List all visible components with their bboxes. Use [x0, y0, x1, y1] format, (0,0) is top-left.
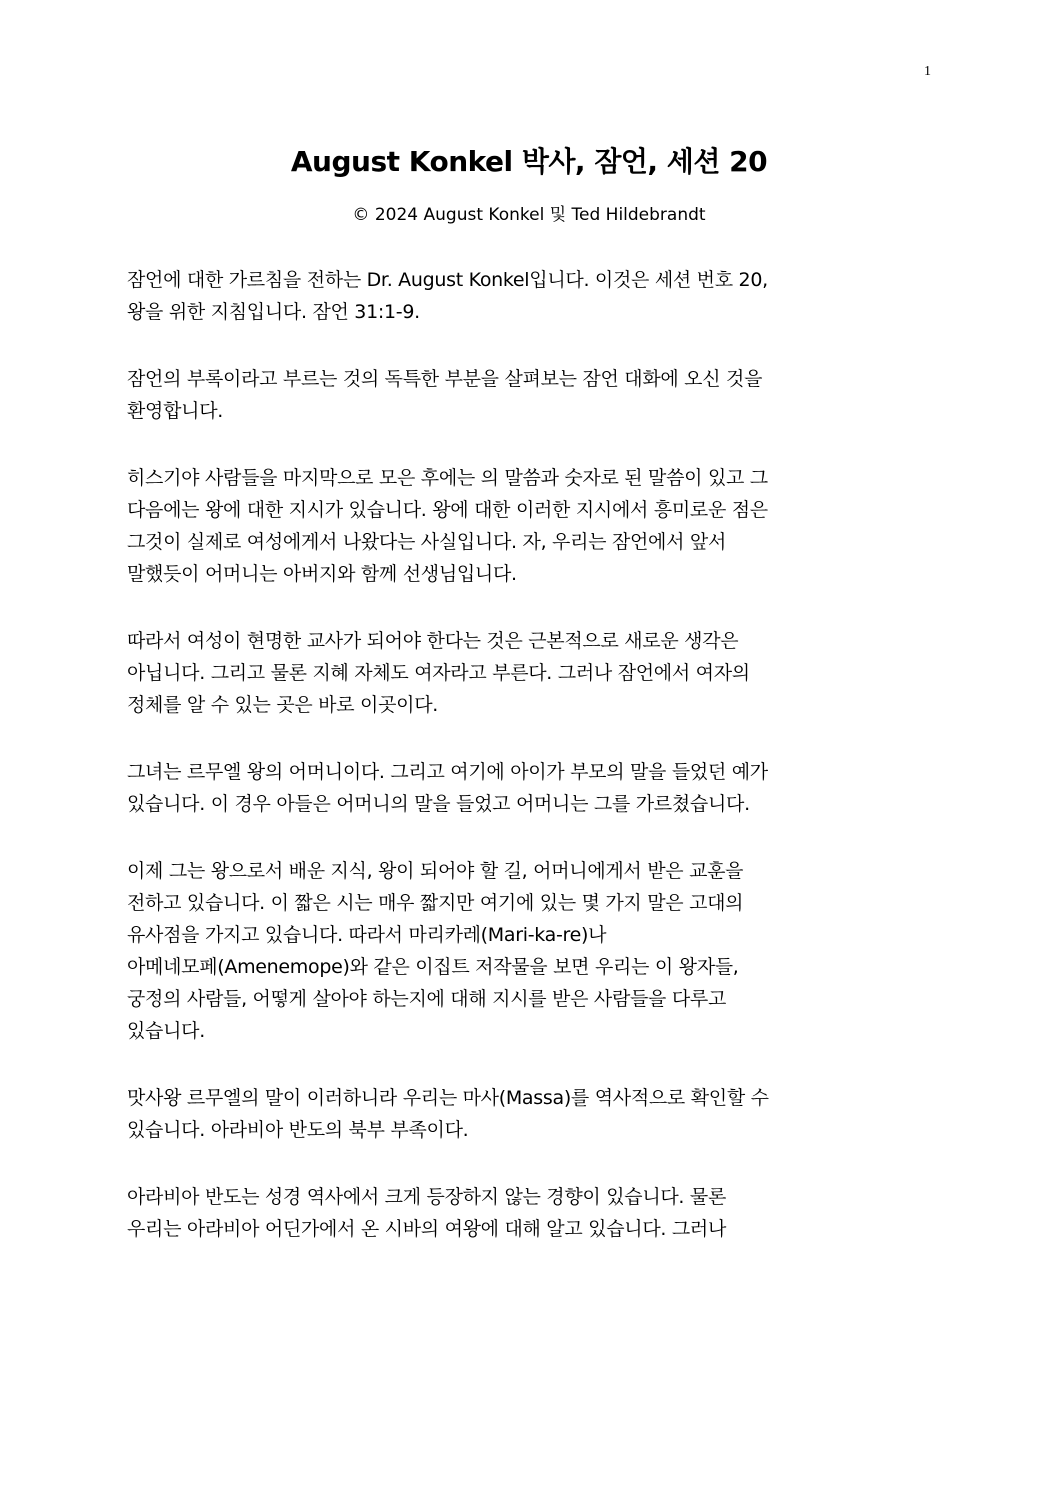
text-line: 궁정의 사람들, 어떻게 살아야 하는지에 대해 지시를 받은 사람들을 다루고: [127, 988, 727, 1010]
text-line: 다음에는 왕에 대한 지시가 있습니다. 왕에 대한 이러한 지시에서 흥미로운 점은: [127, 499, 768, 521]
paragraph: [127, 1082, 937, 1146]
text-line: 아닙니다. 그리고 물론 지혜 자체도 여자라고 부른다. 그러나 잠언에서 여자의: [127, 662, 750, 684]
text-line: 맛사왕 르무엘의 말이 이러하니라 우리는 마사(Massa)를 역사적으로 확인할 수: [127, 1087, 769, 1109]
text-line: 이제 그는 왕으로서 배운 지식, 왕이 되어야 할 길, 어머니에게서 받은 교훈을: [127, 860, 744, 882]
text-line: 전하고 있습니다. 이 짧은 시는 매우 짧지만 여기에 있는 몇 가지 말은 고대의: [127, 892, 744, 914]
text-line: 잠언에 대한 가르침을 전하는 Dr. August Konkel입니다. 이것은 세션 번호 20,: [127, 269, 768, 291]
paragraph: [127, 363, 937, 427]
text-line: 정체를 알 수 있는 곳은 바로 이곳이다.: [127, 694, 438, 716]
text-line: 아라비아 반도는 성경 역사에서 크게 등장하지 않는 경향이 있습니다. 물론: [127, 1186, 727, 1208]
paragraph: [127, 855, 937, 1047]
page-number: 1: [924, 64, 931, 79]
paragraph: [127, 625, 937, 721]
text-line: 우리는 아라비아 어딘가에서 온 시바의 여왕에 대해 알고 있습니다. 그러나: [127, 1218, 727, 1240]
copyright-line: © 2024 August Konkel 및 Ted Hildebrandt: [352, 205, 706, 225]
paragraph: [127, 264, 937, 328]
paragraph: [127, 756, 937, 820]
text-line: 환영합니다.: [127, 400, 224, 422]
text-line: 잠언의 부록이라고 부르는 것의 독특한 부분을 살펴보는 잠언 대화에 오신 것을: [127, 368, 763, 390]
text-line: 있습니다.: [127, 1020, 205, 1042]
text-line: 있습니다. 이 경우 아들은 어머니의 말을 들었고 어머니는 그를 가르쳤습니다.: [127, 793, 750, 815]
paragraph: [127, 1181, 937, 1245]
text-line: 그것이 실제로 여성에게서 나왔다는 사실입니다. 자, 우리는 잠언에서 앞서: [127, 531, 727, 553]
text-line: 히스기야 사람들을 마지막으로 모은 후에는 의 말씀과 숫자로 된 말씀이 있고 그: [127, 467, 768, 489]
paragraph: [127, 462, 937, 590]
body-text: [127, 264, 937, 1280]
text-line: 왕을 위한 지침입니다. 잠언 31:1-9.: [127, 301, 420, 323]
text-line: 그녀는 르무엘 왕의 어머니이다. 그리고 여기에 아이가 부모의 말을 들었던 예가: [127, 761, 768, 783]
text-line: 말했듯이 어머니는 아버지와 함께 선생님입니다.: [127, 563, 517, 585]
document-title: August Konkel 박사, 잠언, 세션 20: [290, 145, 768, 178]
text-line: 아메네모페(Amenemope)와 같은 이집트 저작물을 보면 우리는 이 왕자들,: [127, 956, 739, 978]
text-line: 유사점을 가지고 있습니다. 따라서 마리카레(Mari-ka-re)나: [127, 924, 607, 946]
text-line: 따라서 여성이 현명한 교사가 되어야 한다는 것은 근본적으로 새로운 생각은: [127, 630, 739, 652]
text-line: 있습니다. 아라비아 반도의 북부 부족이다.: [127, 1119, 469, 1141]
